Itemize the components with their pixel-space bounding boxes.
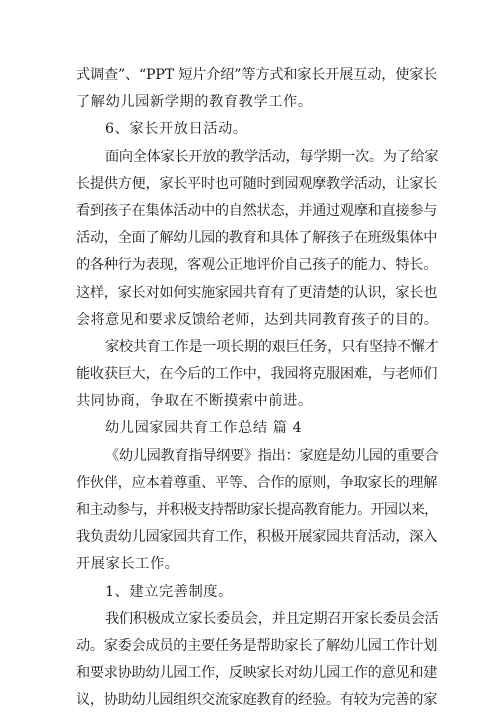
- text-line: 活动，全面了解幼儿园的教育和具体了解孩子在班级集体中: [76, 230, 438, 247]
- text-line: 开展家长工作。: [76, 556, 180, 573]
- text-line: 能收获巨大，在今后的工作中，我园将克服困难，与老师们: [76, 366, 438, 383]
- text-line: 6、家长开放日活动。: [105, 121, 248, 138]
- text-line: 动。家委会成员的主要任务是帮助家长了解幼儿园工作计划: [76, 637, 438, 654]
- text-line: 面向全体家长开放的教学活动，每学期一次。为了给家: [105, 148, 439, 165]
- text-line: 议，协助幼儿园组织交流家庭教育的经验。有较为完善的家: [76, 692, 438, 709]
- text-line: 式调查”、“PPT 短片介绍”等方式和家长开展互动，使家长: [76, 67, 438, 83]
- text-line: 会将意见和要求反馈给老师，达到共同教育孩子的目的。: [76, 311, 439, 328]
- text-line: 了解幼儿园新学期的教育教学工作。: [76, 94, 313, 111]
- document-page: [76, 62, 438, 715]
- text-line: 《幼儿园教育指导纲要》指出：家庭是幼儿园的重要合: [105, 447, 439, 464]
- text-line: 我负责幼儿园家园共育工作，积极开展家园共育活动，深入: [76, 529, 438, 546]
- text-line: 幼儿园家园共育工作总结 篇 4: [105, 420, 303, 437]
- text-line: 家校共育工作是一项长期的艰巨任务，只有坚持不懈才: [105, 338, 439, 355]
- text-line: 和主动参与，并积极支持帮助家长提高教育能力。开园以来，: [76, 502, 438, 518]
- text-line: 这样，家长对如何实施家园共育有了更清楚的认识，家长也: [76, 284, 438, 301]
- text-line: 的各种行为表现，客观公正地评价自己孩子的能力、特长。: [76, 257, 438, 274]
- text-line: 1、建立完善制度。: [105, 583, 233, 600]
- text-line: 共同协商，争取在不断摸索中前进。: [76, 393, 313, 410]
- text-line: 我们积极成立家长委员会，并且定期召开家长委员会活: [105, 610, 439, 627]
- text-line: 和要求协助幼儿园工作，反映家长对幼儿园工作的意见和建: [76, 665, 438, 682]
- text-line: 长提供方便，家长平时也可随时到园观摩教学活动，让家长: [76, 175, 438, 192]
- text-line: 看到孩子在集体活动中的自然状态，并通过观摩和直接参与: [76, 202, 438, 219]
- text-line: 作伙伴，应本着尊重、平等、合作的原则，争取家长的理解: [76, 474, 438, 491]
